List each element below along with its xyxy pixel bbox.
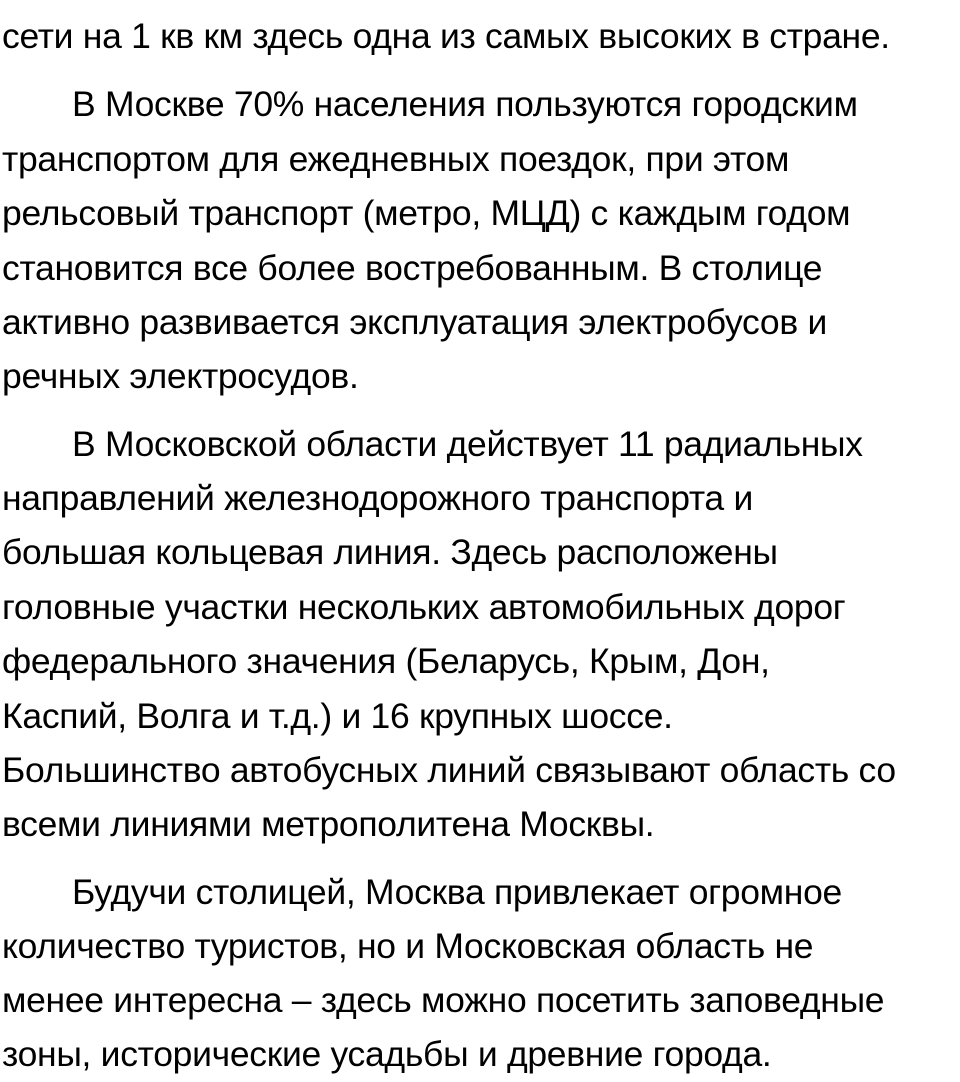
paragraph-first-line: В Москве 70% населения пользуются городским bbox=[72, 84, 858, 124]
paragraph-line: менее интересна – здесь можно посетить заповедные bbox=[2, 980, 885, 1020]
paragraph-line: Каспий, Волга и т.д.) и 16 крупных шоссе. bbox=[2, 696, 673, 736]
paragraph-line: зоны, исторические усадьбы и древние города. bbox=[2, 1034, 772, 1074]
paragraph-line: рельсовый транспорт (метро, МЦД) с каждым годом bbox=[2, 193, 851, 233]
paragraph-line: головные участки нескольких автомобильных дорог bbox=[2, 587, 846, 627]
paragraph-line: федерального значения (Беларусь, Крым, Дон, bbox=[2, 641, 770, 681]
paragraph-line: всеми линиями метрополитена Москвы. bbox=[2, 804, 655, 844]
paragraph-line: Большинство автобусных линий связывают область со bbox=[2, 750, 896, 790]
paragraph-first-line: В Московской области действует 11 радиальных bbox=[72, 424, 863, 464]
paragraph-line: активно развивается эксплуатация электробусов и bbox=[2, 302, 827, 342]
paragraph-line: направлений железнодорожного транспорта и bbox=[2, 478, 753, 518]
paragraph-continuation-line: сети на 1 кв км здесь одна из самых высоких в стране. bbox=[2, 16, 890, 56]
paragraph-line: речных электросудов. bbox=[2, 356, 359, 396]
paragraph-first-line: Будучи столицей, Москва привлекает огромное bbox=[72, 872, 842, 912]
paragraph-line: большая кольцевая линия. Здесь расположены bbox=[2, 532, 778, 572]
paragraph-line: становится все более востребованным. В столице bbox=[2, 248, 823, 288]
paragraph-line: количество туристов, но и Московская область не bbox=[2, 926, 814, 966]
paragraph-line: транспортом для ежедневных поездок, при этом bbox=[2, 139, 790, 179]
